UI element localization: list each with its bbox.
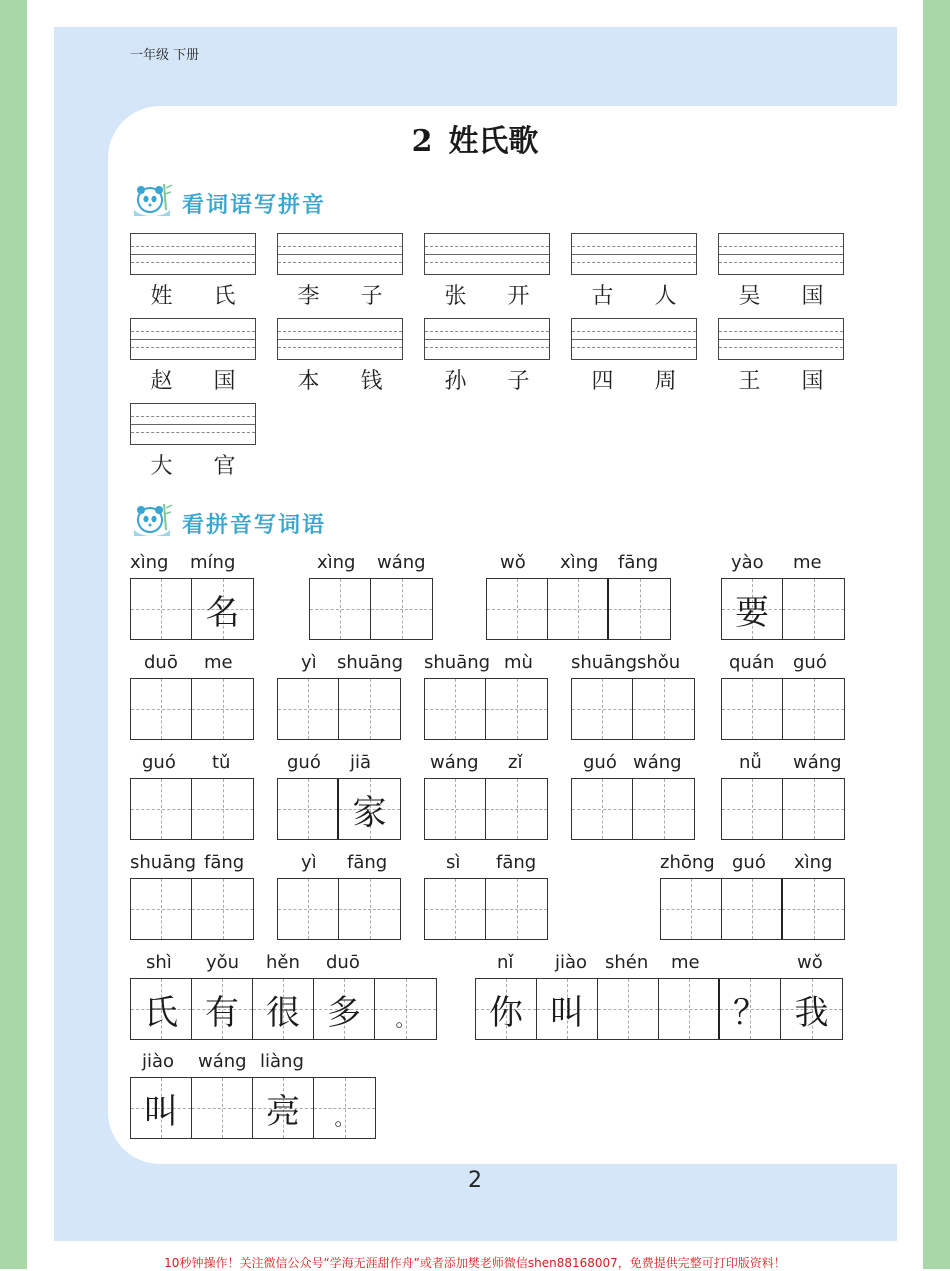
character-cell-filled [720, 979, 781, 1039]
pinyin-label: me [793, 552, 822, 573]
pinyin-label: guó [732, 852, 766, 873]
panda-icon [130, 180, 174, 220]
character-cell-filled [722, 579, 783, 639]
pinyin-writing-lines[interactable] [424, 318, 550, 360]
section-title: 看词语写拼音 [182, 193, 327, 218]
pinyin-label: duō [144, 652, 178, 673]
word-pair [718, 279, 844, 309]
pinyin-label: wáng [633, 752, 682, 773]
pinyin-label: míng [190, 552, 236, 573]
word-character: 大 [150, 454, 173, 479]
lesson-title [0, 116, 950, 160]
character-cell-filled [131, 979, 192, 1039]
character-cell[interactable] [661, 879, 722, 939]
character-cell[interactable] [486, 679, 547, 739]
pinyin-label: mù [504, 652, 533, 673]
character-cell-filled [314, 979, 375, 1039]
cell-character: 。 [395, 1006, 416, 1031]
pinyin-writing-lines[interactable] [718, 318, 844, 360]
character-grid [130, 778, 254, 840]
character-cell[interactable] [371, 579, 432, 639]
cell-character: 有 [205, 992, 239, 1033]
cell-character: 亮 [266, 1091, 300, 1132]
word-pair [424, 279, 550, 309]
pinyin-label: sì [446, 852, 461, 873]
character-grid [660, 878, 845, 940]
pinyin-label: wáng [377, 552, 426, 573]
word-pair [718, 364, 844, 394]
cell-character: 很 [266, 992, 300, 1033]
character-grid [486, 578, 671, 640]
character-cell[interactable] [722, 879, 783, 939]
left-border-strip [0, 0, 27, 1269]
character-cell[interactable] [339, 879, 400, 939]
character-cell[interactable] [783, 879, 844, 939]
character-cell[interactable] [633, 779, 694, 839]
pinyin-label: shǒu [637, 652, 681, 673]
character-grid [130, 678, 254, 740]
section-title: 看拼音写词语 [182, 513, 327, 538]
character-grid [571, 678, 695, 740]
cell-character: 你 [489, 992, 523, 1033]
character-cell[interactable] [572, 679, 633, 739]
word-character: 国 [801, 284, 824, 309]
character-cell-filled [537, 979, 598, 1039]
word-character: 官 [213, 454, 236, 479]
character-cell-filled [476, 979, 537, 1039]
character-cell[interactable] [339, 679, 400, 739]
pinyin-label: wǒ [500, 552, 526, 573]
character-grid [309, 578, 433, 640]
character-grid [424, 878, 548, 940]
character-cell[interactable] [783, 579, 844, 639]
word-character: 姓 [150, 284, 173, 309]
character-cell[interactable] [609, 579, 670, 639]
character-cell[interactable] [131, 679, 192, 739]
word-pair [130, 364, 256, 394]
character-cell[interactable] [783, 679, 844, 739]
lesson-title-text: 姓氏歌 [448, 124, 539, 159]
pinyin-label: hěn [266, 952, 300, 973]
pinyin-label: shén [605, 952, 649, 973]
character-grid [277, 878, 401, 940]
pinyin-label: shuāng [337, 652, 404, 673]
word-pair [571, 279, 697, 309]
character-grid [475, 978, 843, 1040]
pinyin-label: duō [326, 952, 360, 973]
character-grid [277, 778, 401, 840]
character-grid [277, 678, 401, 740]
pinyin-label: shuāng [130, 852, 197, 873]
pinyin-label: xìng [794, 852, 833, 873]
cell-character: 名 [205, 592, 240, 633]
character-cell[interactable] [278, 679, 339, 739]
pinyin-writing-lines[interactable] [718, 233, 844, 275]
character-cell[interactable] [192, 679, 253, 739]
cell-character: ？ [733, 992, 767, 1033]
character-cell[interactable] [278, 879, 339, 939]
cell-character: 家 [352, 792, 387, 833]
character-cell[interactable] [633, 679, 694, 739]
character-cell[interactable] [783, 779, 844, 839]
pinyin-label: jiào [555, 952, 588, 973]
character-cell[interactable] [425, 779, 486, 839]
pinyin-label: guó [287, 752, 321, 773]
character-cell-filled [314, 1078, 375, 1138]
character-grid [130, 578, 254, 640]
word-character: 子 [507, 369, 530, 394]
character-grid [721, 778, 845, 840]
pinyin-label: fāng [204, 852, 245, 873]
character-grid [721, 578, 845, 640]
word-pair [277, 279, 403, 309]
pinyin-label: xìng [317, 552, 356, 573]
word-character: 王 [738, 369, 761, 394]
pinyin-label: fāng [496, 852, 537, 873]
word-character: 李 [297, 284, 320, 309]
character-grid [130, 1077, 376, 1139]
character-cell-filled [131, 1078, 192, 1138]
character-cell[interactable] [487, 579, 548, 639]
character-cell[interactable] [192, 1078, 253, 1138]
character-cell-filled [375, 979, 436, 1039]
word-character: 子 [360, 284, 383, 309]
pinyin-writing-lines[interactable] [130, 318, 256, 360]
character-grid [130, 978, 437, 1040]
pinyin-label: wáng [198, 1051, 247, 1072]
character-cell[interactable] [131, 579, 192, 639]
character-cell[interactable] [598, 979, 659, 1039]
pinyin-label: zhōng [660, 852, 715, 873]
pinyin-writing-lines[interactable] [277, 233, 403, 275]
pinyin-label: fāng [347, 852, 388, 873]
lesson-number: 2 [411, 124, 433, 159]
word-character: 氏 [213, 284, 236, 309]
word-character: 国 [801, 369, 824, 394]
pinyin-label: guó [793, 652, 827, 673]
cell-character: 要 [735, 592, 769, 633]
page-number: 2 [468, 1168, 482, 1193]
word-pair [424, 364, 550, 394]
pinyin-label: yǒu [206, 952, 240, 973]
book-label: 一年级 下册 [130, 48, 200, 63]
pinyin-writing-lines[interactable] [571, 318, 697, 360]
character-cell[interactable] [192, 879, 253, 939]
character-cell[interactable] [572, 779, 633, 839]
cell-character: 多 [327, 992, 361, 1033]
word-character: 开 [507, 284, 530, 309]
character-cell-filled [192, 579, 253, 639]
word-character: 本 [297, 369, 320, 394]
pinyin-label: fāng [618, 552, 659, 573]
word-character: 张 [444, 284, 467, 309]
character-grid [424, 678, 548, 740]
character-cell[interactable] [486, 779, 547, 839]
pinyin-label: shuāng [424, 652, 491, 673]
character-cell[interactable] [310, 579, 371, 639]
pinyin-label: guó [583, 752, 617, 773]
pinyin-writing-lines[interactable] [277, 318, 403, 360]
character-cell[interactable] [278, 779, 339, 839]
pinyin-label: shì [146, 952, 172, 973]
character-cell[interactable] [425, 879, 486, 939]
character-cell[interactable] [722, 779, 783, 839]
word-pair [130, 279, 256, 309]
character-cell-filled [339, 779, 400, 839]
word-character: 人 [654, 284, 677, 309]
word-character: 四 [591, 369, 614, 394]
pinyin-label: jiào [142, 1051, 175, 1072]
cell-character: 氏 [144, 992, 178, 1033]
character-cell-filled [253, 979, 314, 1039]
word-pair [277, 364, 403, 394]
word-character: 钱 [360, 369, 383, 394]
cell-character: 我 [794, 992, 829, 1033]
character-cell-filled [253, 1078, 314, 1138]
pinyin-label: xìng [130, 552, 169, 573]
pinyin-label: wǒ [797, 952, 823, 973]
pinyin-label: yì [301, 652, 317, 673]
pinyin-writing-lines[interactable] [571, 233, 697, 275]
pinyin-label: nǐ [497, 952, 514, 973]
character-cell[interactable] [722, 679, 783, 739]
pinyin-label: nǚ [739, 752, 762, 773]
pinyin-label: wáng [793, 752, 842, 773]
character-grid [571, 778, 695, 840]
word-character: 周 [654, 369, 677, 394]
pinyin-writing-lines[interactable] [424, 233, 550, 275]
character-cell[interactable] [659, 979, 720, 1039]
character-grid [130, 878, 254, 940]
character-cell[interactable] [192, 779, 253, 839]
right-border-strip [923, 0, 950, 1269]
word-character: 古 [591, 284, 614, 309]
pinyin-label: yào [731, 552, 764, 573]
pinyin-writing-lines[interactable] [130, 403, 256, 445]
word-character: 赵 [150, 369, 173, 394]
panda-icon [130, 500, 174, 540]
character-cell[interactable] [425, 679, 486, 739]
cell-character: 叫 [144, 1091, 178, 1132]
pinyin-label: tǔ [212, 752, 231, 773]
pinyin-label: jiā [350, 752, 372, 773]
pinyin-label: quán [729, 652, 775, 673]
pinyin-label: me [671, 952, 700, 973]
word-character: 国 [213, 369, 236, 394]
character-cell-filled [192, 979, 253, 1039]
word-character: 孙 [444, 369, 467, 394]
pinyin-label: guó [142, 752, 176, 773]
character-cell-filled [781, 979, 842, 1039]
character-cell[interactable] [131, 879, 192, 939]
word-character: 吴 [738, 284, 761, 309]
pinyin-label: yì [301, 852, 317, 873]
pinyin-label: shuāng [571, 652, 638, 673]
character-grid [424, 778, 548, 840]
pinyin-label: me [204, 652, 233, 673]
cell-character: 叫 [550, 992, 584, 1033]
cell-character: 。 [334, 1105, 355, 1130]
character-grid [721, 678, 845, 740]
pinyin-label: wáng [430, 752, 479, 773]
character-cell[interactable] [486, 879, 547, 939]
character-cell[interactable] [548, 579, 609, 639]
word-pair [571, 364, 697, 394]
pinyin-label: zǐ [508, 752, 523, 773]
pinyin-label: xìng [560, 552, 599, 573]
word-pair [130, 449, 256, 479]
pinyin-label: liàng [260, 1051, 304, 1072]
character-cell[interactable] [131, 779, 192, 839]
pinyin-writing-lines[interactable] [130, 233, 256, 275]
promo-footer: 10秒钟操作！关注微信公众号“学海无涯甜作舟”或者添加樊老师微信shen88168007，免费提供完整可打印版资料！ [164, 1256, 786, 1270]
